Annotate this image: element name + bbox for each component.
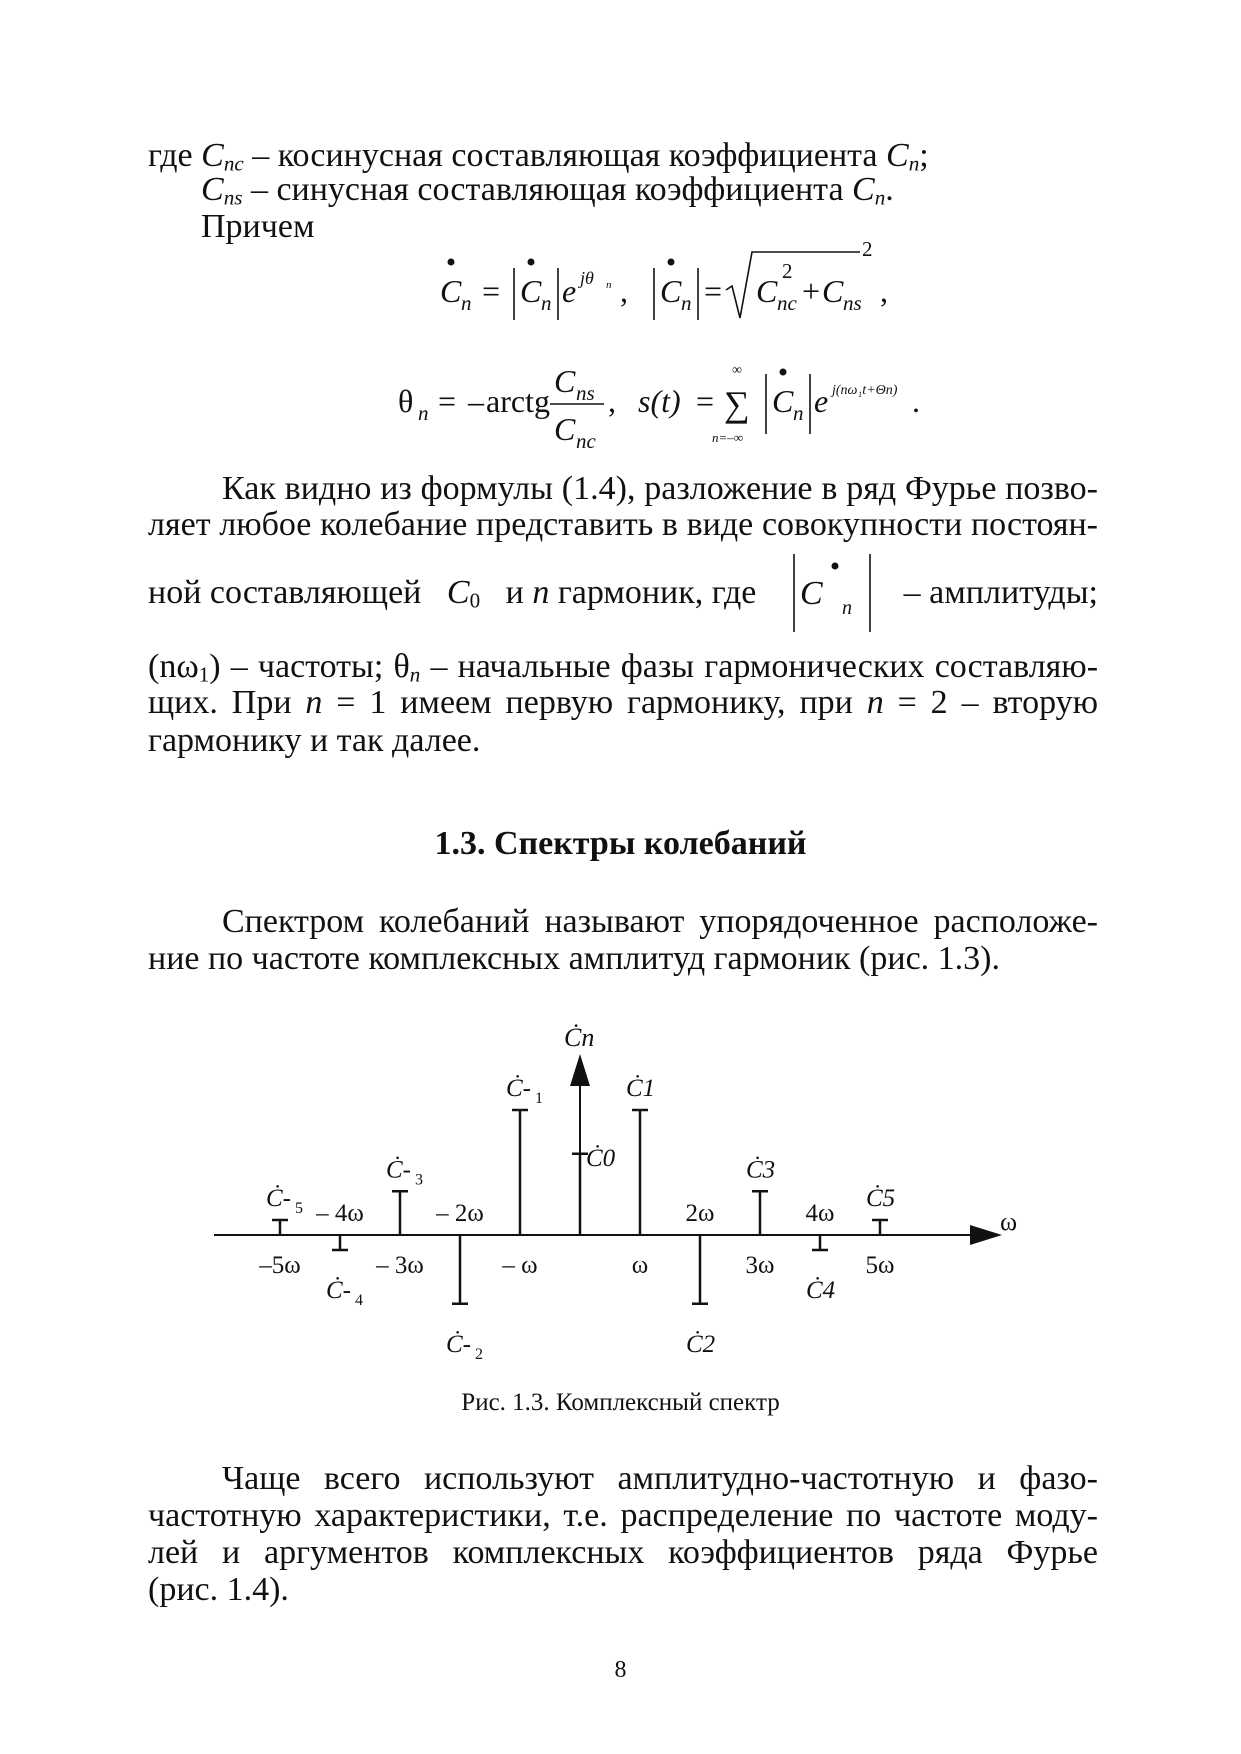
spectrum-label--2: Ċ- $_2$ xyxy=(446,1330,483,1363)
formula-eq: = xyxy=(438,383,457,419)
subscript-n: n xyxy=(908,151,920,176)
dot-accent xyxy=(448,259,455,266)
formula-sum-lower: n=–∞ xyxy=(712,430,744,445)
paragraph1-line2: ляет любое колебание представить в виде совокупности постоян- xyxy=(148,506,1098,543)
formula-sub-nc: nc xyxy=(777,291,797,315)
definition-text-cns: – синусная составляющая коэффициента xyxy=(242,171,853,208)
paragraph1-line6: гармонику и так далее. xyxy=(148,722,481,759)
frequency-label-1: ω xyxy=(631,1252,649,1279)
text-harmonics-where: гармоник, где xyxy=(557,574,757,611)
page-number: 8 xyxy=(614,1657,627,1683)
formula-sub-nc: nc xyxy=(576,429,596,453)
text-first-harmonic: = 1 имеем первую гармонику, при xyxy=(336,684,853,721)
frequency-label-4: 4ω xyxy=(805,1200,835,1227)
formula-comma: , xyxy=(880,273,888,309)
formula-c: C xyxy=(554,363,576,399)
formula-period: . xyxy=(912,383,920,419)
punct-period: . xyxy=(885,171,894,208)
subscript-1: 1 xyxy=(198,662,210,687)
paragraph1-line5 xyxy=(148,684,1098,722)
formula-c: C xyxy=(440,273,462,309)
symbol-c: C xyxy=(852,171,875,208)
text-shchih-pri: щих. При xyxy=(148,684,292,721)
frequency-label--4: – 4ω xyxy=(316,1200,364,1227)
subscript-n: n xyxy=(874,185,886,210)
symbol-c: C xyxy=(201,171,224,208)
y-axis-label: Ċn xyxy=(564,1023,595,1052)
spectrum-label-0: Ċ0 xyxy=(586,1144,616,1172)
formula-sub-n: n xyxy=(793,401,804,425)
frequency-label--3: – 3ω xyxy=(376,1252,424,1279)
formula-exp-jtheta: jθ xyxy=(580,268,594,288)
symbol-n: n xyxy=(866,684,884,721)
formula-minus: – xyxy=(468,383,484,419)
frequency-label-2: 2ω xyxy=(685,1200,715,1227)
inline-abs-cn xyxy=(788,548,878,638)
frequency-label--2: – 2ω xyxy=(436,1200,484,1227)
formula-square: 2 xyxy=(862,237,873,261)
dot-accent xyxy=(780,369,787,376)
formula-c: C xyxy=(520,273,542,309)
word-gde: где xyxy=(148,137,193,174)
symbol-n: n xyxy=(305,684,323,721)
formula-c: C xyxy=(554,411,576,447)
text-constant-component: ной составляющей xyxy=(148,574,422,611)
text-initial-phases: – начальные фазы гармонических составляю- xyxy=(430,648,1099,685)
formula-comma: , xyxy=(608,383,616,419)
paragraph3-line4: (рис. 1.4). xyxy=(148,1571,289,1608)
word-prichem: Причем xyxy=(201,208,315,245)
formula-sub-n: n xyxy=(681,291,692,315)
frequency-label-3: 3ω xyxy=(745,1252,775,1279)
paragraph3-line2: частотную характеристики, т.е. распределение по частоте моду- xyxy=(148,1497,1098,1534)
paragraph1-line1: Как видно из формулы (1.4), разложение в ряд Фурье позво- xyxy=(222,470,1098,507)
formula-complex-amplitude xyxy=(420,237,920,350)
definition-text-cnc: – косинусная составляющая коэффициента xyxy=(243,137,886,174)
formula-theta: θ xyxy=(398,383,414,419)
spectrum-label-5: Ċ5 xyxy=(866,1185,896,1212)
formula-c: C xyxy=(772,383,794,419)
formula-sum-upper: ∞ xyxy=(732,363,742,378)
paragraph3-line3: лей и аргументов комплексных коэффициентов ряда Фурье xyxy=(148,1534,1098,1571)
formula-sub-n: n xyxy=(842,597,852,619)
formula-eq: = xyxy=(704,273,723,309)
spectrum-label-2: Ċ2 xyxy=(686,1330,716,1358)
formula-sigma: ∑ xyxy=(724,384,750,424)
spectrum-label-3: Ċ3 xyxy=(746,1156,776,1184)
symbol-c0: C xyxy=(446,574,470,611)
formula-plus: + xyxy=(802,273,821,309)
punct-semicolon: ; xyxy=(919,137,929,174)
dot-accent xyxy=(832,563,839,570)
formula-sub-ns: ns xyxy=(843,291,862,315)
subscript-0: 0 xyxy=(469,588,481,613)
text-frequencies: – частоты; xyxy=(230,648,384,685)
x-axis-label: ω xyxy=(1000,1207,1018,1236)
subscript-n: n xyxy=(409,662,421,687)
formula-sub-ns: ns xyxy=(576,381,595,405)
formula-exponent: j(nω₁t+Θn) xyxy=(832,383,898,398)
formula-sub-n: n xyxy=(461,291,472,315)
formula-eq: = xyxy=(696,383,715,419)
spectrum-label--3: Ċ- $_3$ xyxy=(386,1156,423,1189)
dot-accent xyxy=(668,259,675,266)
frequency-label--5: –5ω xyxy=(259,1252,301,1279)
formula-e: e xyxy=(814,383,829,419)
spectrum-marks xyxy=(258,1075,895,1363)
formula-arctg: arctg xyxy=(486,383,550,419)
formula-sub-n: n xyxy=(418,401,429,425)
spectrum-label-1: Ċ1 xyxy=(626,1075,656,1102)
formula-square: 2 xyxy=(782,259,793,283)
text-amplitudes: – амплитуды; xyxy=(903,574,1098,611)
formula-phase-series xyxy=(390,358,950,458)
subscript-ns: ns xyxy=(223,185,243,210)
spectrum-label--4: Ċ- $_4$ xyxy=(326,1277,363,1309)
symbol-n-omega-open: (nω xyxy=(148,648,199,685)
formula-sub-n: n xyxy=(541,291,552,315)
formula-exp-sub-n: n xyxy=(606,279,612,291)
frequency-label--1: – ω xyxy=(502,1252,538,1279)
spectrum-label--1: Ċ- $_1$ xyxy=(506,1075,543,1107)
paragraph3-line1: Чаще всего используют амплитудно-частотную и фазо- xyxy=(222,1460,1098,1497)
text-second: = 2 – вторую xyxy=(897,684,1099,721)
symbol-paren-close: ) xyxy=(209,648,221,685)
frequency-label-5: 5ω xyxy=(865,1252,895,1279)
formula-c: C xyxy=(800,575,823,612)
formula-c: C xyxy=(822,273,844,309)
formula-s-of-t: s(t) xyxy=(638,383,681,419)
section-heading: 1.3. Спектры колебаний xyxy=(434,825,807,862)
formula-c: C xyxy=(660,273,682,309)
spectrum-label-4: Ċ4 xyxy=(806,1277,836,1304)
formula-e: e xyxy=(562,273,577,309)
paragraph2-line1: Спектром колебаний называют упорядоченное расположе- xyxy=(222,903,1098,940)
word-i: и xyxy=(505,574,524,611)
symbol-c: C xyxy=(201,137,224,174)
dot-accent xyxy=(528,259,535,266)
spectrum-label--5: Ċ- $_5$ xyxy=(266,1185,303,1217)
complex-spectrum-chart xyxy=(0,1010,1241,1363)
formula-c: C xyxy=(756,273,778,309)
formula-eq: = xyxy=(482,273,501,309)
subscript-nc: nc xyxy=(223,151,244,176)
symbol-theta: θ xyxy=(393,648,410,685)
figure-caption: Рис. 1.3. Комплексный спектр xyxy=(461,1389,780,1416)
paragraph2-line2: ние по частоте комплексных амплитуд гармоник (рис. 1.3). xyxy=(148,940,1000,977)
formula-comma: , xyxy=(620,273,628,309)
symbol-n: n xyxy=(532,574,550,611)
symbol-c: C xyxy=(886,137,909,174)
